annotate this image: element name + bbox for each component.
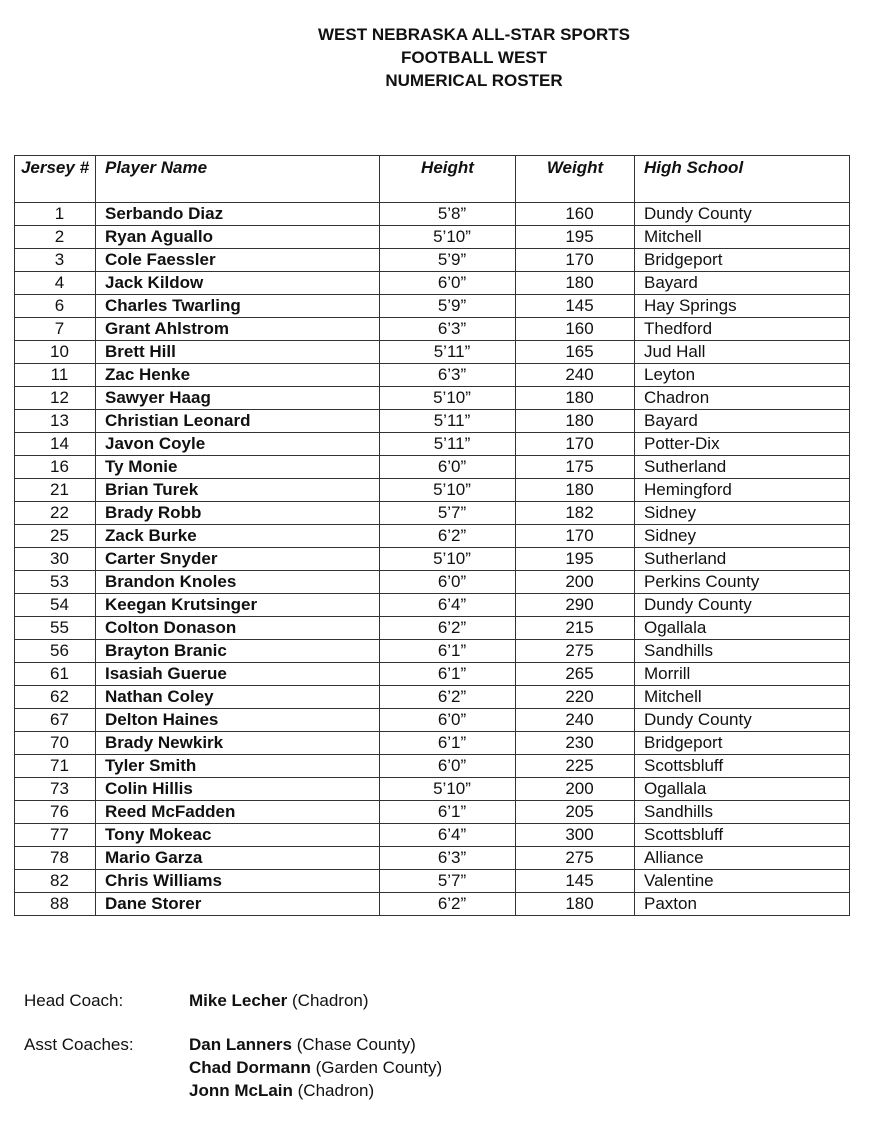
player-weight: 145 [516,295,635,318]
player-name: Serbando Diaz [96,203,380,226]
player-height: 5’11” [380,341,516,364]
player-school: Bridgeport [635,732,850,755]
asst-coach-name: Jonn McLain [189,1081,293,1100]
table-row [15,778,850,801]
table-row [15,594,850,617]
player-height: 6’1” [380,663,516,686]
player-weight: 275 [516,640,635,663]
jersey-number: 54 [15,594,96,617]
table-row [15,456,850,479]
player-school: Hay Springs [635,295,850,318]
player-school: Potter-Dix [635,433,850,456]
player-height: 6’0” [380,709,516,732]
table-row [15,502,850,525]
player-weight: 205 [516,801,635,824]
player-school: Alliance [635,847,850,870]
player-name: Colin Hillis [96,778,380,801]
jersey-number: 53 [15,571,96,594]
head-coach-row [24,989,442,1012]
player-school: Scottsbluff [635,755,850,778]
player-height: 5’10” [380,548,516,571]
player-height: 6’4” [380,824,516,847]
table-row [15,617,850,640]
player-height: 5’9” [380,295,516,318]
player-school: Paxton [635,893,850,916]
document-title [0,23,872,92]
table-row [15,663,850,686]
player-weight: 170 [516,525,635,548]
player-height: 6’2” [380,525,516,548]
player-weight: 225 [516,755,635,778]
table-row [15,686,850,709]
player-school: Dundy County [635,709,850,732]
jersey-number: 73 [15,778,96,801]
asst-coach-school: (Chadron) [297,1081,375,1100]
jersey-number: 67 [15,709,96,732]
player-height: 5’9” [380,249,516,272]
table-row [15,249,850,272]
player-height: 6’2” [380,893,516,916]
table-row [15,479,850,502]
player-school: Bayard [635,272,850,295]
head-coach [189,989,369,1012]
player-weight: 200 [516,571,635,594]
jersey-number: 70 [15,732,96,755]
jersey-number: 21 [15,479,96,502]
player-height: 6’0” [380,755,516,778]
table-row [15,203,850,226]
jersey-number: 62 [15,686,96,709]
jersey-number: 1 [15,203,96,226]
table-row [15,387,850,410]
player-weight: 170 [516,249,635,272]
table-row [15,824,850,847]
player-name: Reed McFadden [96,801,380,824]
player-name: Isasiah Guerue [96,663,380,686]
player-height: 5’10” [380,778,516,801]
jersey-number: 6 [15,295,96,318]
player-school: Scottsbluff [635,824,850,847]
table-row [15,318,850,341]
jersey-number: 30 [15,548,96,571]
player-name: Keegan Krutsinger [96,594,380,617]
table-row [15,272,850,295]
player-school: Hemingford [635,479,850,502]
column-header-height: Height [380,156,516,203]
player-school: Ogallala [635,617,850,640]
column-header-player-name: Player Name [96,156,380,203]
player-school: Leyton [635,364,850,387]
player-weight: 180 [516,272,635,295]
asst-coach [189,1079,442,1102]
player-weight: 240 [516,709,635,732]
player-name: Sawyer Haag [96,387,380,410]
player-name: Tyler Smith [96,755,380,778]
player-school: Sandhills [635,640,850,663]
player-height: 5’8” [380,203,516,226]
player-height: 6’0” [380,272,516,295]
player-name: Tony Mokeac [96,824,380,847]
player-school: Dundy County [635,594,850,617]
player-name: Chris Williams [96,870,380,893]
player-height: 6’2” [380,686,516,709]
player-name: Delton Haines [96,709,380,732]
player-name: Carter Snyder [96,548,380,571]
jersey-number: 56 [15,640,96,663]
jersey-number: 13 [15,410,96,433]
player-height: 6’0” [380,571,516,594]
player-school: Mitchell [635,686,850,709]
player-weight: 165 [516,341,635,364]
player-school: Sidney [635,525,850,548]
player-height: 6’1” [380,732,516,755]
player-name: Zack Burke [96,525,380,548]
player-height: 5’10” [380,479,516,502]
asst-coach-name: Chad Dormann [189,1058,311,1077]
player-weight: 200 [516,778,635,801]
table-header-row [15,156,850,203]
table-row [15,755,850,778]
table-row [15,226,850,249]
player-weight: 300 [516,824,635,847]
jersey-number: 10 [15,341,96,364]
player-name: Nathan Coley [96,686,380,709]
jersey-number: 22 [15,502,96,525]
player-name: Christian Leonard [96,410,380,433]
player-name: Zac Henke [96,364,380,387]
table-row [15,732,850,755]
title-line-2: FOOTBALL WEST [400,48,548,67]
jersey-number: 71 [15,755,96,778]
player-school: Mitchell [635,226,850,249]
jersey-number: 78 [15,847,96,870]
player-height: 5’10” [380,387,516,410]
player-name: Brayton Branic [96,640,380,663]
player-height: 6’3” [380,364,516,387]
table-row [15,433,850,456]
player-school: Morrill [635,663,850,686]
jersey-number: 7 [15,318,96,341]
table-row [15,870,850,893]
column-header-weight: Weight [516,156,635,203]
asst-coaches-label: Asst Coaches: [24,1035,134,1054]
player-height: 6’4” [380,594,516,617]
player-school: Sutherland [635,456,850,479]
player-name: Cole Faessler [96,249,380,272]
player-weight: 240 [516,364,635,387]
player-school: Bayard [635,410,850,433]
table-row [15,640,850,663]
player-weight: 180 [516,479,635,502]
player-name: Mario Garza [96,847,380,870]
table-row [15,571,850,594]
head-coach-label: Head Coach: [24,991,124,1010]
player-name: Ty Monie [96,456,380,479]
player-school: Sutherland [635,548,850,571]
table-row [15,364,850,387]
player-school: Bridgeport [635,249,850,272]
table-row [15,341,850,364]
jersey-number: 14 [15,433,96,456]
player-height: 5’11” [380,433,516,456]
player-weight: 145 [516,870,635,893]
player-name: Brian Turek [96,479,380,502]
jersey-number: 11 [15,364,96,387]
player-weight: 170 [516,433,635,456]
jersey-number: 2 [15,226,96,249]
asst-coaches-list [189,1033,442,1102]
player-weight: 220 [516,686,635,709]
player-height: 5’10” [380,226,516,249]
coaches-section [24,989,442,1102]
player-name: Brady Robb [96,502,380,525]
player-weight: 195 [516,548,635,571]
table-row [15,525,850,548]
title-line-1: WEST NEBRASKA ALL-STAR SPORTS [318,25,630,44]
player-weight: 160 [516,318,635,341]
player-weight: 180 [516,410,635,433]
asst-coach [189,1033,442,1056]
jersey-number: 77 [15,824,96,847]
column-header-high-school: High School [635,156,850,203]
player-name: Colton Donason [96,617,380,640]
jersey-number: 61 [15,663,96,686]
jersey-number: 76 [15,801,96,824]
player-school: Ogallala [635,778,850,801]
player-weight: 180 [516,893,635,916]
jersey-number: 88 [15,893,96,916]
jersey-number: 82 [15,870,96,893]
player-name: Grant Ahlstrom [96,318,380,341]
table-row [15,295,850,318]
player-school: Valentine [635,870,850,893]
player-school: Perkins County [635,571,850,594]
player-school: Sidney [635,502,850,525]
asst-coach-name: Dan Lanners [189,1035,292,1054]
jersey-number: 55 [15,617,96,640]
player-school: Jud Hall [635,341,850,364]
roster-body [15,203,850,916]
player-name: Dane Storer [96,893,380,916]
column-header-jersey: Jersey # [15,156,96,203]
jersey-number: 25 [15,525,96,548]
player-weight: 215 [516,617,635,640]
jersey-number: 16 [15,456,96,479]
player-weight: 175 [516,456,635,479]
jersey-number: 3 [15,249,96,272]
title-line-3: NUMERICAL ROSTER [385,71,563,90]
player-height: 6’3” [380,847,516,870]
player-height: 5’11” [380,410,516,433]
player-weight: 195 [516,226,635,249]
player-name: Brett Hill [96,341,380,364]
table-row [15,410,850,433]
player-school: Dundy County [635,203,850,226]
player-height: 6’0” [380,456,516,479]
player-weight: 182 [516,502,635,525]
player-height: 5’7” [380,502,516,525]
player-weight: 275 [516,847,635,870]
player-name: Charles Twarling [96,295,380,318]
roster-table [14,155,850,916]
table-row [15,548,850,571]
player-school: Chadron [635,387,850,410]
player-height: 6’1” [380,640,516,663]
player-name: Jack Kildow [96,272,380,295]
player-name: Javon Coyle [96,433,380,456]
player-weight: 230 [516,732,635,755]
table-row [15,847,850,870]
head-coach-name: Mike Lecher [189,991,288,1010]
table-row [15,709,850,732]
player-name: Brady Newkirk [96,732,380,755]
player-height: 6’2” [380,617,516,640]
player-weight: 180 [516,387,635,410]
player-name: Brandon Knoles [96,571,380,594]
player-school: Thedford [635,318,850,341]
table-row [15,801,850,824]
asst-coach [189,1056,442,1079]
player-name: Ryan Aguallo [96,226,380,249]
player-height: 5’7” [380,870,516,893]
player-height: 6’3” [380,318,516,341]
asst-coach-school: (Chase County) [296,1035,416,1054]
jersey-number: 12 [15,387,96,410]
player-school: Sandhills [635,801,850,824]
player-height: 6’1” [380,801,516,824]
table-row [15,893,850,916]
jersey-number: 4 [15,272,96,295]
head-coach-school: (Chadron) [292,991,369,1010]
player-weight: 160 [516,203,635,226]
player-weight: 265 [516,663,635,686]
player-weight: 290 [516,594,635,617]
asst-coaches-row [24,1033,442,1102]
asst-coach-school: (Garden County) [315,1058,443,1077]
